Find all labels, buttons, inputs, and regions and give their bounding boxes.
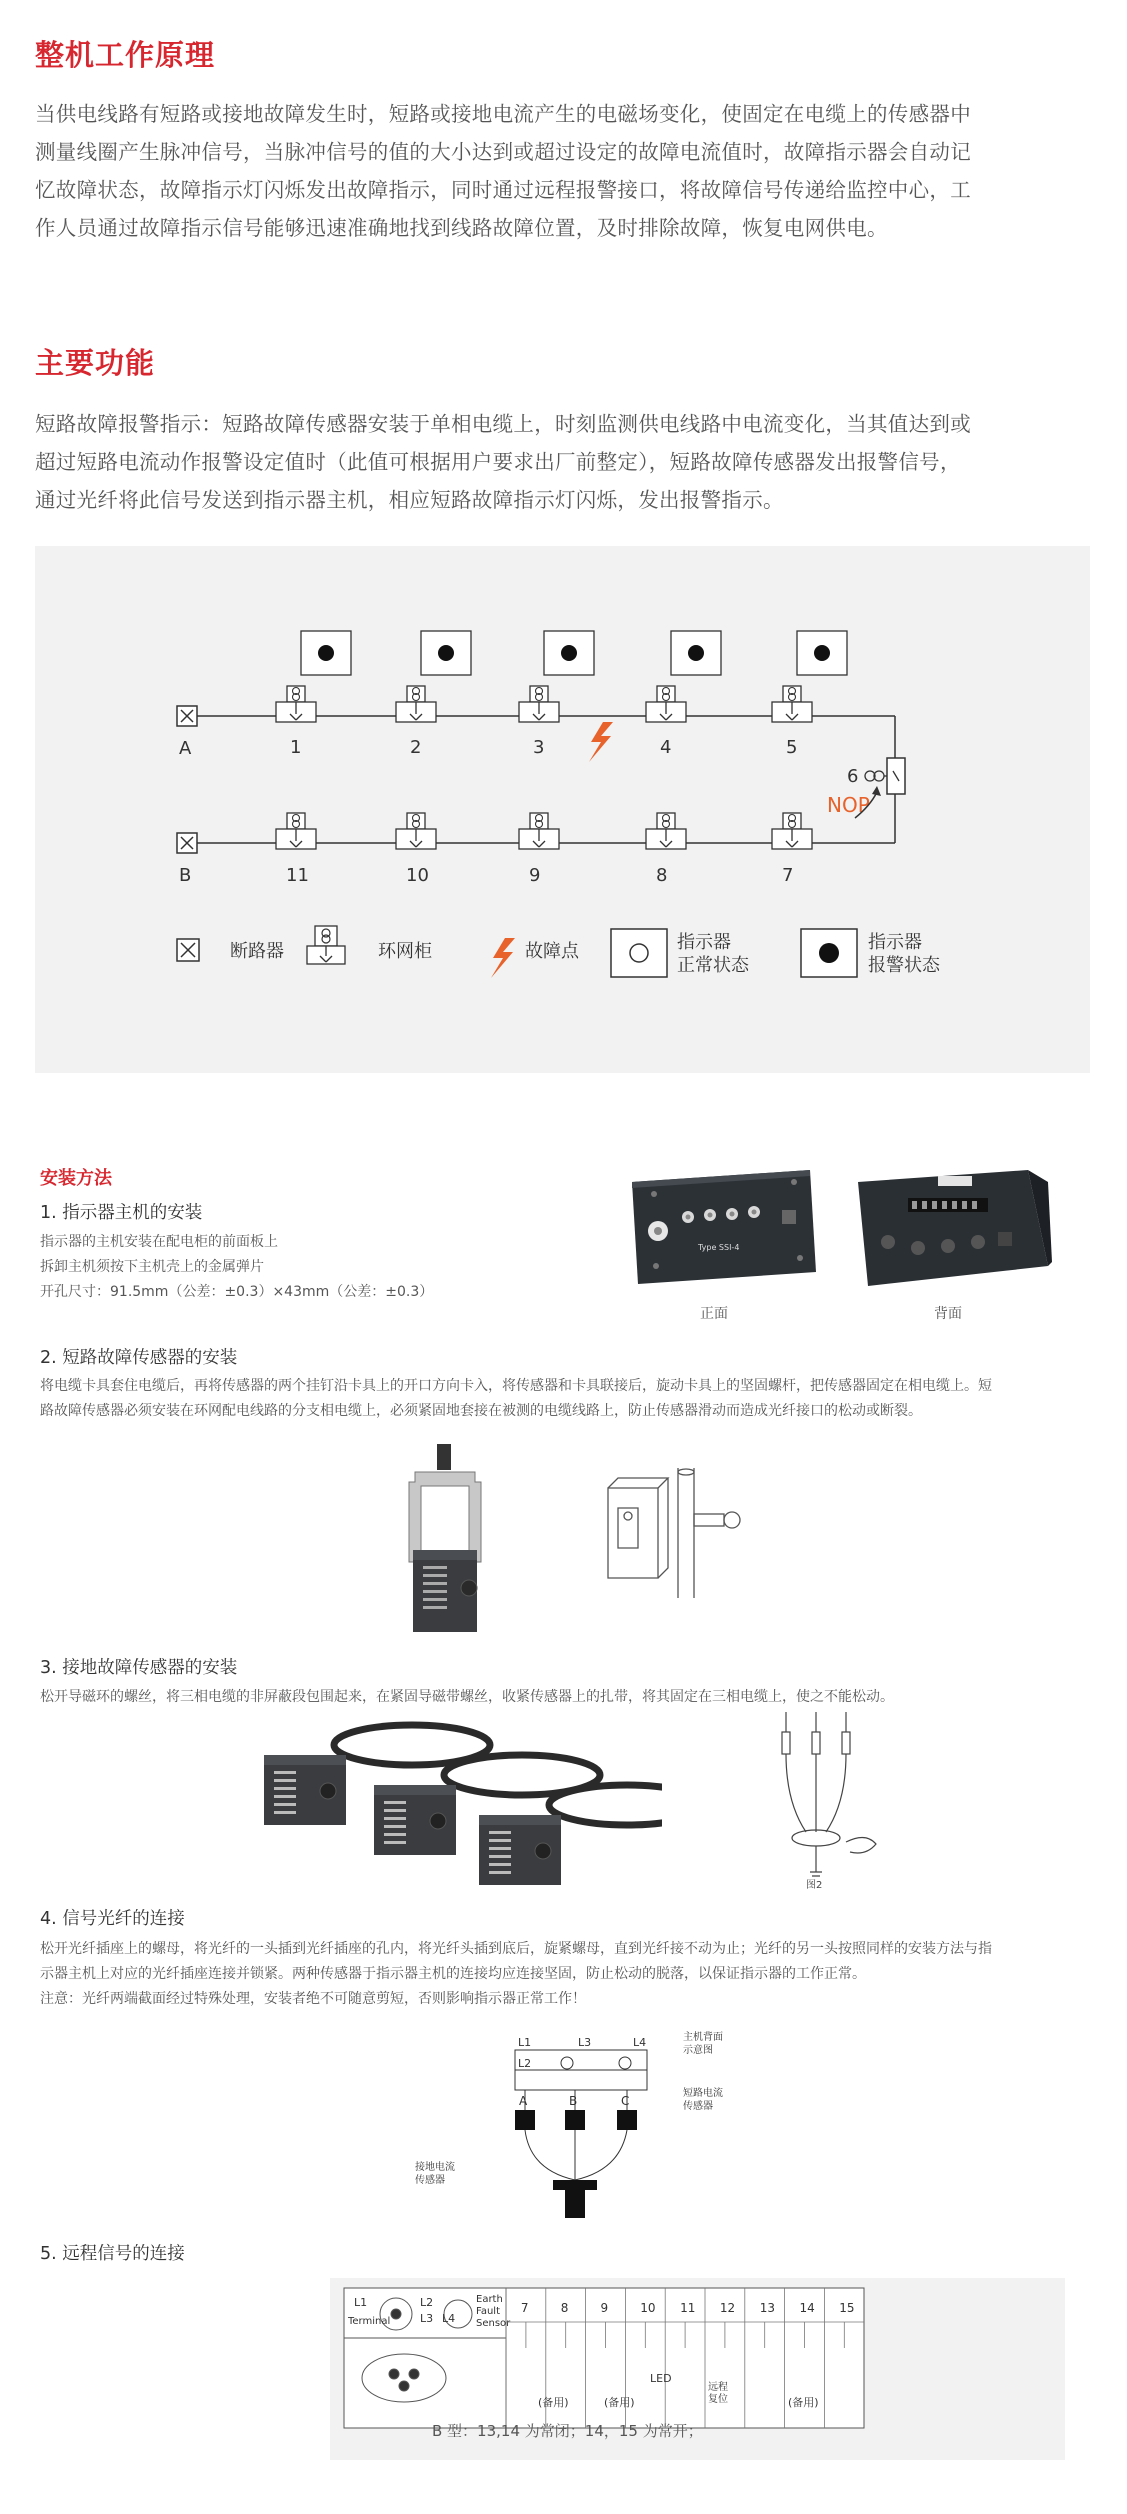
legend-normal-label-2: 正常状态 xyxy=(677,955,749,976)
remote-l2: L2 xyxy=(420,2296,434,2309)
ring-cabinet-icon xyxy=(276,686,316,722)
node-label: 7 xyxy=(782,865,794,886)
network-diagram-panel xyxy=(35,546,1090,1073)
node-label: 5 xyxy=(786,737,798,758)
label-b: B xyxy=(179,865,192,886)
install-step1-text xyxy=(40,1230,600,1305)
functions-line: 通过光纤将此信号发送到指示器主机，相应短路故障指示灯闪烁，发出报警指示。 xyxy=(35,488,784,512)
node-label: 10 xyxy=(406,865,429,886)
terminal-number: 8 xyxy=(560,2301,569,2315)
reset-label-2: 复位 xyxy=(708,2394,728,2405)
terminal-number: 10 xyxy=(640,2301,656,2315)
breaker-b-icon xyxy=(177,833,197,853)
legend-normal-label-1: 指示器 xyxy=(677,932,731,953)
ground-fault-sensors-photo xyxy=(262,1715,662,1885)
phase-c: C xyxy=(621,2094,630,2108)
device-front-image xyxy=(624,1162,819,1290)
legend-alarm-label-2: 报警状态 xyxy=(868,955,940,976)
functions-line: 超过短路电流动作报警设定值时（此值可根据用户要求出厂前整定），短路故障传感器发出报警信号， xyxy=(35,450,961,474)
remote-earth-2: Fault xyxy=(476,2306,500,2317)
remote-l3: L3 xyxy=(420,2312,434,2325)
sensor-mount-drawing xyxy=(598,1468,748,1598)
legend-ring-cabinet-label: 环网柜 xyxy=(378,941,432,962)
node-label: 8 xyxy=(656,865,668,886)
port-l4: L4 xyxy=(633,2036,647,2049)
device-back-image xyxy=(848,1162,1058,1290)
remote-terminal: Terminal xyxy=(348,2316,391,2327)
install-step1-heading: 1. 指示器主机的安装 xyxy=(40,1203,203,1223)
spare-label-2: (备用) xyxy=(604,2396,635,2409)
node-label: 11 xyxy=(286,865,309,886)
phase-b: B xyxy=(569,2094,578,2108)
port-l1: L1 xyxy=(518,2036,532,2049)
ring-cabinet-icon xyxy=(519,686,559,722)
label-host-1: 主机背面 xyxy=(683,2032,723,2043)
legend-fault-label: 故障点 xyxy=(525,941,579,962)
label-short-1: 短路电流 xyxy=(683,2088,723,2099)
port-l2: L2 xyxy=(518,2057,532,2070)
legend-fault-icon xyxy=(491,938,515,978)
label-ground-2: 传感器 xyxy=(415,2175,445,2186)
step2-line: 将电缆卡具套住电缆后，再将传感器的两个挂钉沿卡具上的开口方向卡入，将传感器和卡具联接后，旋动卡具上的坚固螺杆，把传感器固定在相电缆上。短 xyxy=(40,1378,992,1394)
node-label: 2 xyxy=(410,737,422,758)
principle-paragraph xyxy=(35,95,1095,247)
step1-line: 指示器的主机安装在配电柜的前面板上 xyxy=(40,1234,278,1250)
legend-alarm-indicator-icon xyxy=(801,929,857,977)
network-diagram xyxy=(35,546,1090,1073)
install-step4-heading: 4. 信号光纤的连接 xyxy=(40,1909,185,1929)
install-step2-heading: 2. 短路故障传感器的安装 xyxy=(40,1348,238,1368)
step1-line: 拆卸主机须按下主机壳上的金属弹片 xyxy=(40,1259,264,1275)
alarm-indicator-icon xyxy=(301,631,351,675)
alarm-indicator-icon xyxy=(544,631,594,675)
fiber-connection-diagram xyxy=(415,2030,775,2230)
terminal-number: 9 xyxy=(600,2301,609,2315)
install-step3-text xyxy=(40,1685,1100,1710)
port-l3: L3 xyxy=(578,2036,592,2049)
phase-a: A xyxy=(519,2094,528,2108)
principle-line: 作人员通过故障指示信号能够迅速准确地找到线路故障位置，及时排除故障，恢复电网供电。 xyxy=(35,216,888,240)
step4-line: 注意：光纤两端截面经过特殊处理，安装者绝不可随意剪短，否则影响指示器正常工作！ xyxy=(40,1991,586,2007)
ring-cabinet-icon xyxy=(519,813,559,849)
nop-switch-icon xyxy=(865,758,905,794)
back-caption: 背面 xyxy=(934,1306,962,1322)
ground-sensor-drawing xyxy=(746,1712,886,1892)
ring-cabinet-icon xyxy=(396,813,436,849)
terminal-number: 15 xyxy=(839,2301,855,2315)
node-label: 3 xyxy=(533,737,545,758)
alarm-indicator-icon xyxy=(671,631,721,675)
ring-cabinet-icon xyxy=(646,686,686,722)
remote-earth-3: Sensor xyxy=(476,2318,511,2329)
remote-earth-1: Earth xyxy=(476,2294,503,2305)
label-a: A xyxy=(179,738,192,759)
ring-cabinet-icon xyxy=(396,686,436,722)
install-title: 安装方法 xyxy=(40,1168,112,1189)
ring-cabinet-icon xyxy=(772,686,812,722)
legend-breaker-icon xyxy=(177,939,199,961)
legend-ring-cabinet-icon xyxy=(307,926,345,964)
principle-line: 忆故障状态，故障指示灯闪烁发出故障指示，同时通过远程报警接口，将故障信号传递给监控中心，工 xyxy=(35,178,971,202)
remote-caption: B 型：13,14 为常闭；14，15 为常开； xyxy=(432,2422,703,2440)
node-label: 9 xyxy=(529,865,541,886)
step4-line: 示器主机上对应的光纤插座连接并锁紧。两种传感器于指示器主机的连接均应连接坚固，防止松动的脱落，以保证指示器的工作正常。 xyxy=(40,1966,866,1982)
legend-alarm-label-1: 指示器 xyxy=(868,932,922,953)
node-label: 4 xyxy=(660,737,672,758)
section-title-principle: 整机工作原理 xyxy=(35,38,216,72)
remote-l1: L1 xyxy=(354,2296,368,2309)
reset-label-1: 远程 xyxy=(708,2382,728,2393)
functions-paragraph xyxy=(35,405,1095,519)
terminal-number: 13 xyxy=(759,2301,775,2315)
nop-arrowhead xyxy=(872,786,881,796)
install-step4-text xyxy=(40,1937,1110,2012)
spare-label-1: (备用) xyxy=(538,2396,569,2409)
legend-normal-indicator-icon xyxy=(611,929,667,977)
short-circuit-sensor-photo xyxy=(395,1442,495,1637)
fig2-caption: 图2 xyxy=(806,1880,823,1891)
spare-label-3: (备用) xyxy=(788,2396,819,2409)
principle-line: 测量线圈产生脉冲信号，当脉冲信号的值的大小达到或超过设定的故障电流值时，故障指示器会自动记 xyxy=(35,140,971,164)
breaker-a-icon xyxy=(177,706,197,726)
ring-cabinet-icon xyxy=(772,813,812,849)
front-caption: 正面 xyxy=(700,1306,728,1322)
terminal-number: 12 xyxy=(719,2301,736,2315)
install-step2-text xyxy=(40,1374,1100,1424)
label-ground-1: 接地电流 xyxy=(415,2162,455,2173)
ground-sensor xyxy=(479,1785,662,1885)
remote-l4: L4 xyxy=(442,2312,456,2325)
terminal-number: 7 xyxy=(520,2301,529,2315)
fault-point-icon xyxy=(589,722,613,762)
legend-breaker-label: 断路器 xyxy=(230,941,284,962)
node-6-label: 6 xyxy=(847,766,859,787)
terminal-number: 14 xyxy=(799,2301,815,2315)
led-label: LED xyxy=(650,2372,672,2385)
terminal-number: 11 xyxy=(680,2301,696,2315)
step1-line: 开孔尺寸：91.5mm（公差：±0.3）×43mm（公差：±0.3） xyxy=(40,1284,434,1300)
step3-line: 松开导磁环的螺丝，将三相电缆的非屏蔽段包围起来，在紧固导磁带螺丝，收紧传感器上的扎带，将其固定在三相电缆上，使之不能松动。 xyxy=(40,1689,894,1705)
step2-line: 路故障传感器必须安装在环网配电线路的分支相电缆上，必须紧固地套接在被测的电缆线路上，防止传感器滑动而造成光纤接口的松动或断裂。 xyxy=(40,1403,922,1419)
install-step5-heading: 5. 远程信号的连接 xyxy=(40,2244,185,2264)
install-step3-heading: 3. 接地故障传感器的安装 xyxy=(40,1658,238,1678)
device-type-label: Type SSI-4 xyxy=(698,1243,740,1252)
alarm-indicator-icon xyxy=(421,631,471,675)
step4-line: 松开光纤插座上的螺母，将光纤的一头插到光纤插座的孔内，将光纤头插到底后，旋紧螺母，直到光纤接不动为止；光纤的另一头按照同样的安装方法与指 xyxy=(40,1941,992,1957)
alarm-indicator-icon xyxy=(797,631,847,675)
node-label: 1 xyxy=(290,737,302,758)
ring-cabinet-icon xyxy=(276,813,316,849)
label-short-2: 传感器 xyxy=(683,2101,713,2112)
principle-line: 当供电线路有短路或接地故障发生时，短路或接地电流产生的电磁场变化，使固定在电缆上的传感器中 xyxy=(35,102,971,126)
functions-line: 短路故障报警指示：短路故障传感器安装于单相电缆上，时刻监测供电线路中电流变化，当其值达到或 xyxy=(35,412,971,436)
nop-label: NOP xyxy=(827,793,870,817)
label-host-2: 示意图 xyxy=(683,2045,713,2056)
section-title-functions: 主要功能 xyxy=(35,346,156,380)
ring-cabinet-icon xyxy=(646,813,686,849)
